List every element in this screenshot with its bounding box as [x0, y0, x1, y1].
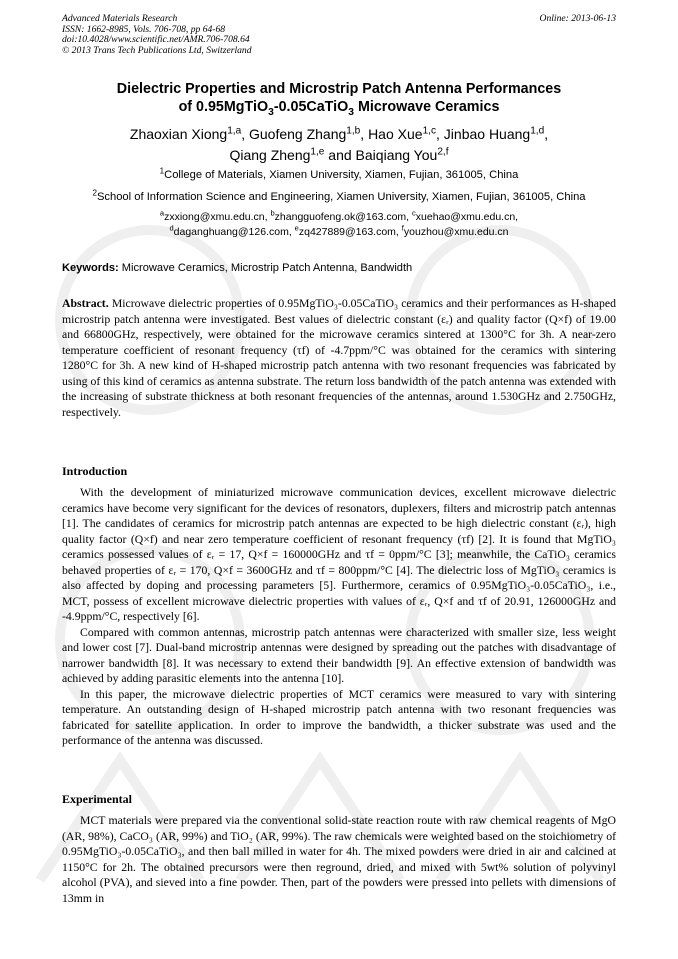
- affiliation-mark: 1: [159, 166, 165, 176]
- affiliation-text: School of Information Science and Engineering, Xiamen University, Xiamen, Fujian, 361005, China: [96, 191, 586, 203]
- author-affiliation-mark: 2,f: [437, 145, 449, 157]
- section-heading-experimental: Experimental: [62, 792, 132, 806]
- title-text: Microwave Ceramics: [353, 98, 500, 115]
- abstract: [62, 296, 616, 420]
- email-mark: f: [401, 223, 404, 233]
- email-address: daganghuang@126.com,: [173, 226, 295, 238]
- affiliation-1: [40, 168, 638, 182]
- author-affiliation-mark: 1,a: [227, 125, 242, 137]
- title-subscript: 3: [268, 106, 274, 118]
- email-address: zhangguofeng.ok@163.com,: [274, 211, 413, 223]
- journal-name: Advanced Materials Research: [62, 13, 178, 24]
- author-affiliation-mark: 1,e: [310, 145, 325, 157]
- email-mark: b: [270, 208, 275, 218]
- email-address: youzhou@xmu.edu.cn: [403, 226, 509, 238]
- keywords-label: Keywords:: [62, 262, 119, 274]
- author-line-1: [62, 124, 616, 145]
- journal-header: [62, 14, 616, 56]
- affiliation-mark: 2: [92, 188, 97, 198]
- online-date: Online: 2013-06-13: [539, 13, 616, 24]
- email-address: zq427889@163.com,: [298, 226, 402, 238]
- paper-title: [62, 81, 616, 116]
- email-line-1: [62, 210, 616, 225]
- email-mark: d: [169, 223, 174, 233]
- copyright-line: © 2013 Trans Tech Publications Ltd, Switzerland: [62, 44, 252, 56]
- title-subscript: 3: [348, 106, 354, 118]
- email-mark: a: [159, 208, 165, 218]
- keywords-text: Microwave Ceramics, Microstrip Patch Antenna, Bandwidth: [118, 262, 413, 274]
- title-line-1: Dielectric Properties and Microstrip Patch Antenna Performances: [116, 81, 562, 97]
- author-emails: [62, 210, 616, 240]
- author-name: , Hao Xue: [360, 126, 423, 142]
- issn-line: ISSN: 1662-8985, Vols. 706-708, pp 64-68: [62, 23, 226, 35]
- author-list: [62, 124, 616, 165]
- abstract-text: Microwave dielectric properties of 0.95MgTiO₃-0.05CaTiO₃ ceramics and their performances as H-shaped microstrip patch antenna were investigated. Best values of dielectric constant (εᵣ) and quality factor (Q×f) of 19.00 and 66800GHz, respectively, were obtained for the microwave ceramics sintered at 1300°C for 3h. A near-zero temperature coefficient of resonant frequency (τf) of -4.7ppm/°C was obtained for the ceramics with sintering 1280°C for 3h. A new kind of H-shaped microstrip patch antenna with two resonant frequencies was fabricated by using of this kind of ceramics as antenna substrate. The return loss bandwidth of the patch antenna was extended with the increasing of substrate thickness at both resonant frequencies of the antennas, around 1.530GHz and 2.750GHz, respectively.: [62, 297, 616, 419]
- title-text: -0.05CaTiO: [273, 98, 349, 115]
- author-name: Zhaoxian Xiong: [129, 126, 228, 142]
- author-line-2: [62, 145, 616, 166]
- author-name: , Jinbao Huang: [436, 126, 531, 142]
- email-address: xuehao@xmu.edu.cn,: [415, 211, 519, 223]
- paragraph: MCT materials were prepared via the conventional solid-state reaction route with raw chemical reagents of MgO (AR, 98%), CaCO₃ (AR, 99%) and TiO₂ (AR, 99%). The raw chemicals were weighted based on the stoichiometry of 0.95MgTiO₃-0.05CaTiO₃, and then ball milled in water for 4h. The mixed powders were dried in air and calcined at 1150°C for 2h. The obtained precursors were then reground, dried, and mixed with 5wt% solution of polyvinyl alcohol (PVA), and sieved into a fine powder. Then, part of the powders were pressed into pellets with dimensions of 13mm in: [62, 814, 616, 905]
- affiliation-2: [40, 190, 638, 204]
- email-mark: c: [412, 208, 416, 218]
- keywords: [62, 261, 616, 275]
- title-text: of 0.95MgTiO: [178, 98, 269, 115]
- author-name: , Guofeng Zhang: [241, 126, 347, 142]
- author-name: and Baiqiang You: [324, 146, 438, 163]
- title-line-2: [62, 99, 616, 117]
- author-affiliation-mark: 1,b: [346, 125, 361, 137]
- author-affiliation-mark: 1,d: [530, 125, 545, 137]
- affiliation-text: College of Materials, Xiamen University, Xiamen, Fujian, 361005, China: [164, 169, 519, 181]
- paragraph: Compared with common antennas, microstrip patch antennas were characterized with smaller size, less weight and lower cost [7]. Dual-band microstrip antennas were designed by spreading out the patches with disadvantage of narrower bandwidth [8]. It was necessary to extend their bandwidth [9]. An effective extension of bandwidth was achieved by adding parasitic elements into the antenna [10].: [62, 625, 616, 685]
- introduction-body: [62, 485, 616, 749]
- doi-line: doi:10.4028/www.scientific.net/AMR.706-708.64: [62, 34, 250, 46]
- author-separator: ,: [544, 126, 549, 142]
- email-address: zxxiong@xmu.edu.cn,: [164, 211, 271, 223]
- author-affiliation-mark: 1,c: [422, 125, 437, 137]
- paragraph: In this paper, the microwave dielectric properties of MCT ceramics were measured to vary with sintering temperature. An outstanding design of H-shaped microstrip patch antenna with two resonant frequencies was fabricated for satellite application. In order to improve the bandwidth, a thicker substrate was used and the performance of the antenna was discussed.: [62, 687, 616, 747]
- email-line-2: [62, 225, 616, 240]
- paragraph: With the development of miniaturized microwave communication devices, excellent microwave dielectric ceramics have become very significant for the devices of resonators, duplexers, filters and microstrip patch antennas [1]. The candidates of ceramics for microstrip patch antennas are expected to be high dielectric constant (εᵣ), high quality factor (Q×f) and near zero temperature coefficient of resonant frequency (τf) [2]. It is found that MgTiO₃ ceramics possessed values of εᵣ = 17, Q×f = 160000GHz and τf = 0ppm/°C [3]; meanwhile, the CaTiO₃ ceramics behaved properties of εᵣ = 170, Q×f = 3600GHz and τf = 800ppm/°C [4]. The dielectric loss of MgTiO₃ ceramics is also affected by doping and processing parameters [5]. Furthermore, ceramics of 0.95MgTiO₃-0.05CaTiO₃, i.e., MCT, possess of excellent microwave dielectric properties with values of εᵣ, Q×f and τf of 20.91, 126000GHz and -4.9ppm/°C, respectively [6].: [62, 486, 616, 623]
- author-name: Qiang Zheng: [229, 146, 311, 163]
- experimental-body: [62, 813, 616, 906]
- section-heading-introduction: Introduction: [62, 464, 128, 478]
- email-mark: e: [294, 223, 299, 233]
- abstract-label: Abstract.: [62, 297, 109, 310]
